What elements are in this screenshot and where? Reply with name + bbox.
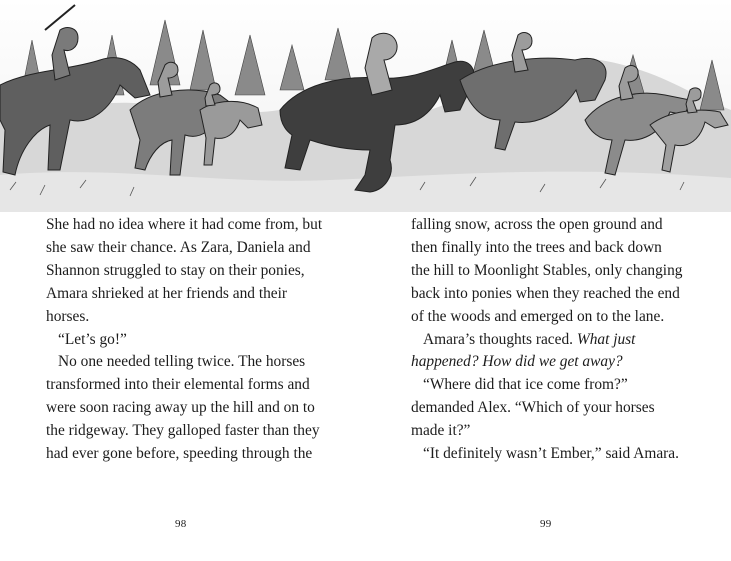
text-line: of the woods and emerged on to the lane. [411, 307, 665, 325]
text-line: Amara shrieked at her friends and their [46, 284, 288, 302]
page-number-right: 99 [540, 518, 552, 530]
text-line: horses. [46, 307, 90, 325]
thoughts-italic: What just [576, 330, 636, 348]
text-line: falling snow, across the open ground and [411, 216, 663, 233]
text-line: “It definitely wasn’t Ember,” said Amara. [423, 445, 679, 463]
left-page-text [46, 214, 332, 466]
text-line: No one needed telling twice. The horses [58, 353, 306, 371]
text-line: the hill to Moonlight Stables, only changing [411, 261, 683, 279]
thoughts-intro: Amara’s thoughts raced. [423, 330, 574, 348]
right-page-text [411, 214, 710, 466]
text-line: transformed into their elemental forms and [46, 376, 310, 394]
text-line: “Let’s go!” [58, 330, 127, 348]
text-line: the ridgeway. They galloped faster than they [46, 422, 320, 440]
text-line: She had no idea where it had come from, but [46, 216, 323, 233]
text-line: back into ponies when they reached the end [411, 284, 680, 302]
thoughts-italic: happened? How did we get away? [411, 353, 623, 371]
page-number-left: 98 [175, 518, 187, 530]
text-line [411, 351, 710, 374]
text-line: Shannon struggled to stay on their ponies, [46, 261, 305, 279]
text-line: she saw their chance. As Zara, Daniela and [46, 238, 311, 256]
text-line: demanded Alex. “Which of your horses [411, 399, 655, 417]
text-line: were soon racing away up the hill and on to [46, 399, 315, 417]
text-line: then finally into the trees and back down [411, 238, 662, 256]
text-line: had ever gone before, speeding through the [46, 445, 313, 463]
text-line [411, 329, 710, 352]
galloping-riders-illustration [0, 0, 731, 212]
text-line: “Where did that ice come from?” [423, 376, 628, 394]
text-line: made it?” [411, 422, 471, 440]
